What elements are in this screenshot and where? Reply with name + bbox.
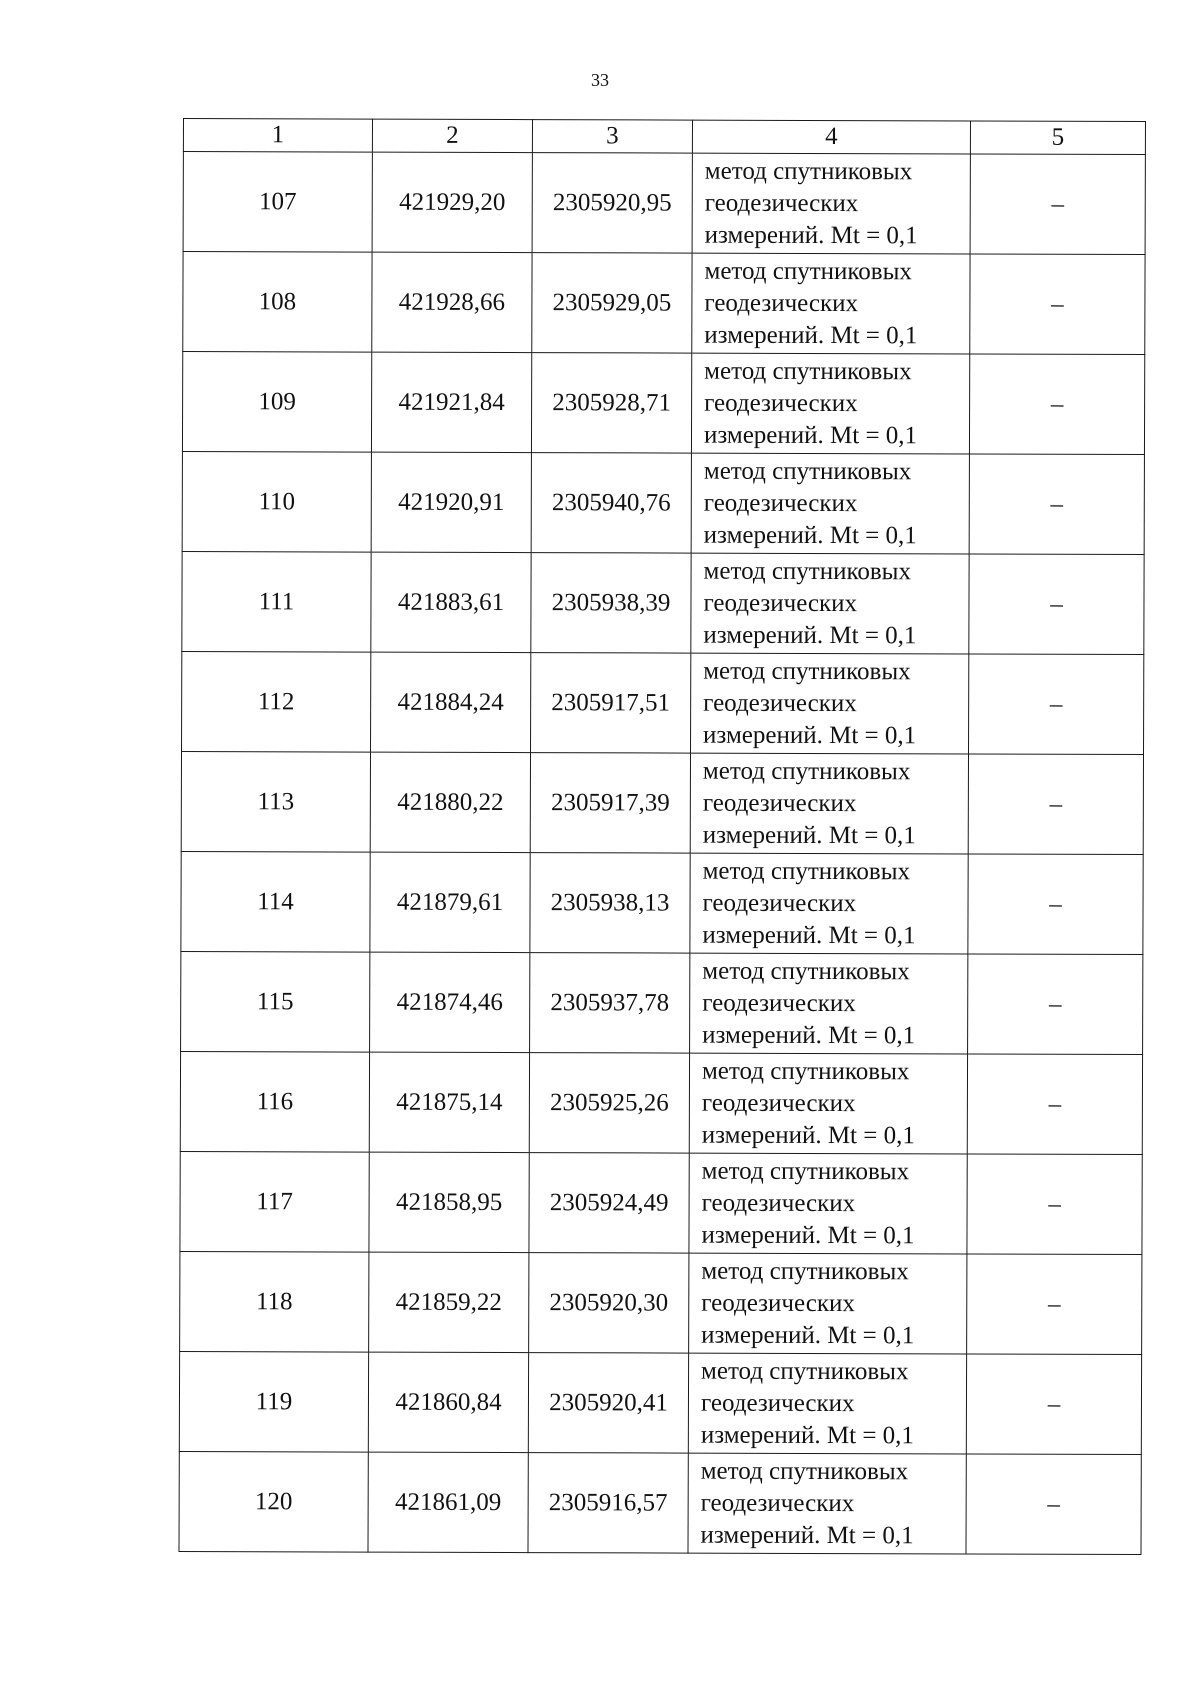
header-col-1: 1 — [183, 119, 372, 153]
y-coordinate-cell: 2305938,13 — [530, 853, 690, 954]
method-cell — [689, 1253, 967, 1354]
table-row — [180, 1151, 1142, 1254]
table-row — [182, 352, 1144, 455]
method-line: измерений. Mt = 0,1 — [702, 821, 916, 849]
table-header — [183, 119, 1145, 155]
method-cell — [692, 253, 970, 354]
x-coordinate-cell: 421874,46 — [370, 952, 530, 1053]
table-row — [182, 651, 1144, 754]
method-cell — [690, 753, 968, 854]
note-cell: – — [967, 1054, 1142, 1155]
point-number-cell: 120 — [179, 1451, 368, 1552]
method-line: геодезических — [702, 989, 856, 1017]
method-line: метод спутниковых — [701, 1157, 910, 1185]
header-col-4: 4 — [692, 120, 970, 154]
x-coordinate-cell: 421880,22 — [370, 752, 530, 853]
note-cell: – — [968, 854, 1143, 955]
method-cell — [691, 553, 969, 654]
y-coordinate-cell: 2305924,49 — [529, 1153, 689, 1254]
method-line: измерений. Mt = 0,1 — [700, 1421, 914, 1449]
header-row — [183, 119, 1145, 155]
method-cell — [689, 1153, 967, 1254]
method-line: измерений. Mt = 0,1 — [703, 621, 917, 649]
method-line: измерений. Mt = 0,1 — [700, 1521, 914, 1549]
note-cell: – — [966, 1454, 1141, 1555]
method-line: метод спутниковых — [703, 557, 912, 585]
x-coordinate-cell: 421928,66 — [372, 252, 532, 353]
method-line: геодезических — [700, 1389, 855, 1417]
table-row — [179, 1451, 1141, 1554]
method-line: метод спутниковых — [703, 657, 911, 685]
method-line: геодезических — [702, 889, 857, 917]
method-line: геодезических — [704, 389, 858, 417]
table-row — [183, 252, 1145, 355]
method-line: измерений. Mt = 0,1 — [704, 321, 918, 349]
table-row — [180, 1251, 1142, 1354]
method-line: измерений. Mt = 0,1 — [703, 721, 917, 749]
y-coordinate-cell: 2305938,39 — [531, 553, 691, 654]
table-row — [182, 451, 1144, 554]
point-number-cell: 112 — [182, 651, 371, 752]
method-cell — [688, 1353, 966, 1454]
method-line: метод спутниковых — [701, 1057, 910, 1085]
x-coordinate-cell: 421883,61 — [371, 552, 531, 653]
y-coordinate-cell: 2305928,71 — [531, 353, 691, 454]
method-line: геодезических — [704, 289, 859, 317]
point-number-cell: 110 — [182, 451, 371, 552]
method-line: метод спутниковых — [703, 457, 912, 485]
method-line: геодезических — [702, 789, 857, 817]
note-cell: – — [970, 154, 1145, 255]
method-line: геодезических — [701, 1289, 855, 1317]
table-row — [179, 1351, 1141, 1454]
point-number-cell: 108 — [183, 252, 372, 353]
x-coordinate-cell: 421860,84 — [368, 1352, 528, 1453]
method-line: измерений. Mt = 0,1 — [702, 921, 916, 949]
method-cell — [690, 953, 968, 1054]
method-cell — [692, 153, 970, 254]
method-line: геодезических — [700, 1489, 855, 1517]
method-line: измерений. Mt = 0,1 — [703, 521, 917, 549]
table-row — [183, 152, 1145, 255]
x-coordinate-cell: 421920,91 — [371, 452, 531, 553]
point-number-cell: 111 — [182, 551, 371, 652]
method-line: измерений. Mt = 0,1 — [704, 221, 918, 249]
point-number-cell: 114 — [181, 851, 370, 952]
table-row — [182, 551, 1144, 654]
y-coordinate-cell: 2305920,30 — [529, 1253, 689, 1354]
x-coordinate-cell: 421879,61 — [370, 852, 530, 953]
method-line: геодезических — [703, 689, 857, 717]
method-line: метод спутниковых — [700, 1457, 909, 1485]
y-coordinate-cell: 2305920,95 — [532, 153, 692, 254]
x-coordinate-cell: 421929,20 — [372, 152, 532, 253]
header-col-5: 5 — [970, 121, 1145, 155]
method-line: геодезических — [703, 589, 858, 617]
y-coordinate-cell: 2305940,76 — [531, 453, 691, 554]
y-coordinate-cell: 2305920,41 — [528, 1353, 688, 1454]
table-row — [180, 1051, 1142, 1154]
y-coordinate-cell: 2305917,51 — [531, 653, 691, 754]
method-cell — [691, 453, 969, 554]
method-line: измерений. Mt = 0,1 — [701, 1221, 915, 1249]
header-col-3: 3 — [532, 120, 692, 154]
note-cell: – — [966, 1354, 1141, 1455]
point-number-cell: 115 — [181, 951, 370, 1052]
point-number-cell: 119 — [179, 1351, 368, 1452]
method-line: измерений. Mt = 0,1 — [701, 1321, 915, 1349]
point-number-cell: 117 — [180, 1151, 369, 1252]
method-cell — [688, 1453, 966, 1554]
x-coordinate-cell: 421859,22 — [369, 1252, 529, 1353]
point-number-cell: 113 — [181, 751, 370, 852]
method-line: геодезических — [704, 189, 859, 217]
method-cell — [690, 853, 968, 954]
y-coordinate-cell: 2305929,05 — [532, 253, 692, 354]
method-line: метод спутниковых — [702, 857, 911, 885]
coordinates-table — [178, 118, 1146, 1555]
y-coordinate-cell: 2305917,39 — [530, 753, 690, 854]
method-cell — [689, 1053, 967, 1154]
x-coordinate-cell: 421921,84 — [371, 352, 531, 453]
header-col-2: 2 — [372, 119, 532, 153]
method-line: метод спутниковых — [701, 1357, 909, 1385]
table-row — [181, 951, 1143, 1054]
method-line: измерений. Mt = 0,1 — [703, 421, 918, 449]
y-coordinate-cell: 2305925,26 — [529, 1053, 689, 1154]
method-line: метод спутниковых — [704, 157, 913, 185]
note-cell: – — [969, 354, 1144, 455]
table-body — [179, 152, 1145, 1555]
note-cell: – — [970, 254, 1145, 355]
page-number: 33 — [591, 70, 609, 90]
note-cell: – — [969, 454, 1144, 555]
x-coordinate-cell: 421884,24 — [371, 652, 531, 753]
method-line: геодезических — [701, 1089, 856, 1117]
point-number-cell: 118 — [180, 1251, 369, 1352]
y-coordinate-cell: 2305916,57 — [528, 1453, 688, 1554]
x-coordinate-cell: 421861,09 — [368, 1452, 528, 1553]
note-cell: – — [969, 554, 1144, 655]
point-number-cell: 107 — [183, 152, 372, 253]
note-cell: – — [967, 1154, 1142, 1255]
method-line: метод спутниковых — [704, 257, 912, 285]
method-line: измерений. Mt = 0,1 — [701, 1121, 915, 1149]
method-cell — [691, 653, 969, 754]
method-line: метод спутниковых — [702, 957, 910, 985]
table-row — [181, 851, 1143, 954]
note-cell: – — [968, 954, 1143, 1055]
method-line: метод спутниковых — [702, 757, 911, 785]
method-line: метод спутниковых — [704, 357, 912, 385]
point-number-cell: 116 — [180, 1051, 369, 1152]
note-cell: – — [969, 654, 1144, 755]
x-coordinate-cell: 421858,95 — [369, 1152, 529, 1253]
note-cell: – — [968, 754, 1143, 855]
note-cell: – — [967, 1254, 1142, 1355]
point-number-cell: 109 — [182, 352, 371, 453]
y-coordinate-cell: 2305937,78 — [530, 953, 690, 1054]
table-row — [181, 751, 1143, 854]
method-line: измерений. Mt = 0,1 — [702, 1021, 916, 1049]
method-line: метод спутниковых — [701, 1257, 909, 1285]
method-line: геодезических — [701, 1189, 856, 1217]
method-line: геодезических — [703, 489, 858, 517]
method-cell — [691, 353, 969, 454]
x-coordinate-cell: 421875,14 — [369, 1052, 529, 1153]
